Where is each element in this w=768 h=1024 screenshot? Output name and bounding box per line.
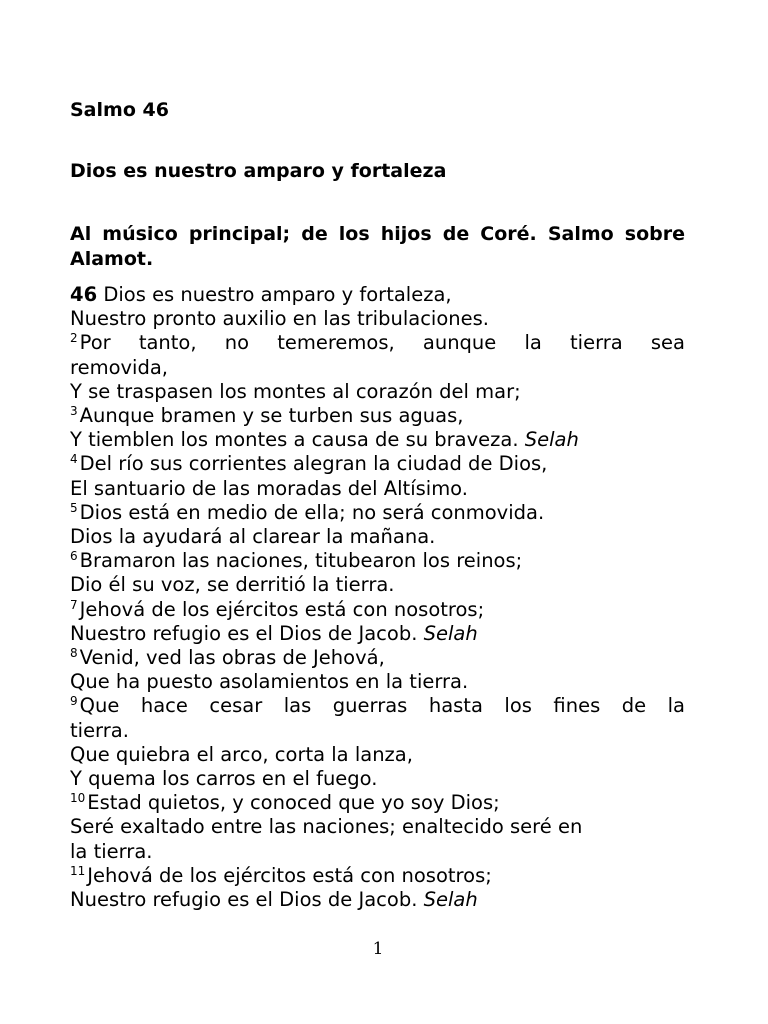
verse-text: Jehová de los ejércitos está con nosotros; bbox=[87, 863, 492, 887]
verse-text: la tierra. bbox=[70, 839, 153, 863]
selah-marker: Selah bbox=[423, 621, 478, 645]
verse-line bbox=[70, 501, 685, 525]
verse-line bbox=[70, 477, 685, 501]
psalm-subtitle: Dios es nuestro amparo y fortaleza bbox=[70, 160, 447, 182]
psalm-body bbox=[70, 283, 685, 912]
selah-marker: Selah bbox=[524, 428, 579, 452]
verse-text: Del río sus corrientes alegran la ciudad de Dios, bbox=[79, 452, 548, 476]
verse-line bbox=[70, 694, 685, 718]
verse-line bbox=[70, 646, 685, 670]
verse-line bbox=[70, 719, 685, 743]
verse-text: Bramaron las naciones, titubearon los reinos; bbox=[79, 549, 523, 573]
verse-line bbox=[70, 380, 685, 404]
verse-number: 3 bbox=[70, 404, 78, 419]
verse-line bbox=[70, 428, 685, 452]
verse-text: El santuario de las moradas del Altísimo. bbox=[70, 476, 468, 500]
verse-text: Por tanto, no temeremos, aunque la tierra sea bbox=[79, 331, 685, 355]
verse-text: Nuestro pronto auxilio en las tribulaciones. bbox=[70, 307, 489, 331]
verse-line bbox=[70, 767, 685, 791]
verse-line bbox=[70, 356, 685, 380]
verse-line bbox=[70, 404, 685, 428]
verse-number: 2 bbox=[70, 331, 78, 346]
verse-text: Aunque bramen y se turben sus aguas, bbox=[79, 404, 464, 428]
verse-line bbox=[70, 452, 685, 476]
verse-line bbox=[70, 815, 685, 839]
psalm-superscription: Al músico principal; de los hijos de Coré. Salmo sobre Alamot. bbox=[70, 223, 685, 270]
verse-line bbox=[70, 549, 685, 573]
verse-text: Nuestro refugio es el Dios de Jacob. bbox=[70, 888, 418, 912]
verse-number: 9 bbox=[70, 694, 78, 709]
document-page bbox=[70, 0, 685, 1024]
page-number: 1 bbox=[372, 939, 384, 959]
verse-text: removida, bbox=[70, 355, 168, 379]
verse-number: 4 bbox=[70, 452, 78, 467]
verse-line bbox=[70, 791, 685, 815]
verse-line bbox=[70, 840, 685, 864]
selah-marker: Selah bbox=[423, 888, 478, 912]
verse-text: Y quema los carros en el fuego. bbox=[70, 767, 378, 791]
verse-text: Y tiemblen los montes a causa de su braveza. bbox=[70, 428, 519, 452]
verse-line bbox=[70, 525, 685, 549]
verse-text: Dios la ayudará al clarear la mañana. bbox=[70, 525, 436, 549]
verse-number: 5 bbox=[70, 500, 78, 515]
verse-line bbox=[70, 283, 685, 307]
verse-text: Que ha puesto asolamientos en la tierra. bbox=[70, 670, 469, 694]
verse-line bbox=[70, 573, 685, 597]
verse-line bbox=[70, 598, 685, 622]
verse-text: Venid, ved las obras de Jehová, bbox=[79, 646, 385, 670]
verse-text: Dios está en medio de ella; no será conmovida. bbox=[79, 500, 545, 524]
verse-line bbox=[70, 888, 685, 912]
verse-line bbox=[70, 622, 685, 646]
verse-line bbox=[70, 864, 685, 888]
verse-text: tierra. bbox=[70, 718, 129, 742]
chapter-number: 46 bbox=[70, 283, 98, 306]
verse-line bbox=[70, 331, 685, 355]
verse-number: 6 bbox=[70, 549, 78, 564]
verse-text: Seré exaltado entre las naciones; enaltecido seré en bbox=[70, 815, 583, 839]
verse-text: Estad quietos, y conoced que yo soy Dios; bbox=[87, 791, 500, 815]
verse-line bbox=[70, 743, 685, 767]
verse-text: Nuestro refugio es el Dios de Jacob. bbox=[70, 621, 418, 645]
verse-text: Que hace cesar las guerras hasta los fines de la bbox=[79, 694, 685, 718]
verse-text: Y se traspasen los montes al corazón del mar; bbox=[70, 379, 521, 403]
psalm-title: Salmo 46 bbox=[70, 99, 169, 121]
verse-text: Que quiebra el arco, corta la lanza, bbox=[70, 742, 413, 766]
verse-line bbox=[70, 670, 685, 694]
verse-text: Dio él su voz, se derritió la tierra. bbox=[70, 573, 395, 597]
verse-number: 11 bbox=[70, 863, 86, 878]
verse-text: Dios es nuestro amparo y fortaleza, bbox=[103, 283, 452, 306]
verse-number: 10 bbox=[70, 791, 86, 806]
verse-line bbox=[70, 307, 685, 331]
verse-number: 7 bbox=[70, 597, 78, 612]
verse-number: 8 bbox=[70, 646, 78, 661]
verse-text: Jehová de los ejércitos está con nosotros; bbox=[79, 597, 485, 621]
